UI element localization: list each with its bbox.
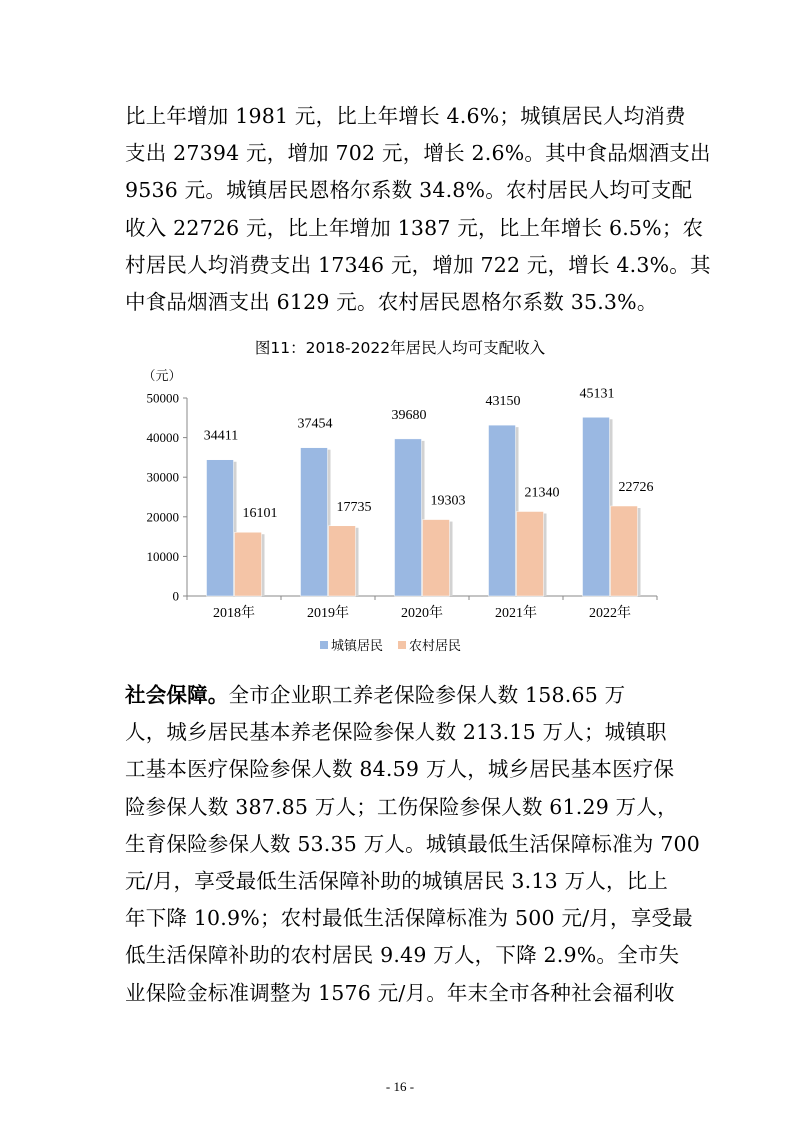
bar-rural [611, 506, 638, 596]
legend-label: 农村居民 [409, 638, 462, 653]
text-line: 生育保险参保人数 53.35 万人。城镇最低生活保障标准为 700 [125, 831, 700, 856]
y-tick-label: 30000 [146, 469, 179, 485]
text-line: 支出 27394 元，增加 702 元，增长 2.6%。其中食品烟酒支出 [125, 141, 711, 166]
x-axis [187, 596, 657, 621]
x-category-label: 2018年 [213, 606, 255, 621]
bar-value-label: 17735 [336, 499, 372, 515]
bar-value-label: 21340 [524, 485, 560, 501]
text-line: 比上年增加 1981 元，比上年增长 4.6%；城镇居民人均消费 [125, 104, 686, 128]
y-tick-label: 50000 [146, 390, 179, 406]
chart-title: 图11：2018-2022年居民人均可支配收入 [254, 339, 546, 357]
text-line: 低生活保障补助的农村居民 9.49 万人，下降 2.9%。全市失 [125, 943, 680, 968]
bar-value-label: 22726 [618, 480, 654, 496]
text-line: 村居民人均消费支出 17346 元，增加 722 元，增长 4.3%。其 [125, 252, 711, 277]
bar-value-label: 39680 [391, 407, 427, 423]
y-tick-label: 40000 [146, 430, 179, 446]
x-category-label: 2022年 [589, 606, 631, 621]
x-category-label: 2019年 [307, 606, 349, 621]
y-tick-label: 20000 [146, 509, 179, 525]
y-tick-label: 10000 [146, 548, 179, 564]
text-line: 业保险金标准调整为 1576 元/月。年末全市各种社会福利收 [125, 980, 675, 1005]
text-line: 9536 元。城镇居民恩格尔系数 34.8%。农村居民人均可支配 [125, 178, 693, 203]
bar-urban [583, 417, 610, 596]
bar-urban [207, 460, 234, 596]
y-unit-label: （元） [142, 368, 182, 383]
bar-value-label: 34411 [203, 428, 239, 444]
bar-value-label: 16101 [242, 506, 278, 522]
bar-urban [395, 439, 422, 596]
bar-value-label: 43150 [485, 394, 521, 410]
text-line: 元/月，享受最低生活保障补助的城镇居民 3.13 万人，比上 [125, 869, 669, 894]
bar-urban [489, 425, 516, 596]
bars [204, 386, 654, 596]
section-lead: 社会保障。 [125, 683, 229, 707]
legend [320, 638, 461, 653]
legend-label: 城镇居民 [331, 638, 384, 653]
x-category-label: 2021年 [495, 606, 537, 621]
y-axis [147, 391, 188, 604]
text-line-rest: 全市企业职工养老保险参保人数 158.65 万 [228, 683, 626, 707]
y-tick-label: 0 [172, 588, 179, 604]
text-line: 年下降 10.9%；农村最低生活保障标准为 500 元/月，享受最 [125, 906, 693, 931]
text-line: 工基本医疗保险参保人数 84.59 万人，城乡居民基本医疗保 [125, 757, 675, 782]
text-line [125, 677, 685, 714]
text-line: 收入 22726 元，比上年增加 1387 元，比上年增长 6.5%；农 [125, 215, 704, 240]
bar-rural [235, 532, 262, 596]
text-line: 中食品烟酒支出 6129 元。农村居民恩格尔系数 35.3%。 [125, 290, 658, 315]
x-category-label: 2020年 [401, 606, 443, 621]
bar-value-label: 19303 [430, 493, 466, 509]
page-number: - 16 - [385, 1079, 415, 1094]
legend-swatch [320, 641, 328, 649]
text-line: 险参保人数 387.85 万人；工伤保险参保人数 61.29 万人， [125, 794, 678, 819]
bar-rural [329, 526, 356, 596]
bar-value-label: 45131 [579, 386, 615, 402]
bar-rural [517, 511, 544, 596]
body-paragraph-social-security [125, 677, 700, 1012]
text-line: 人，城乡居民基本养老保险参保人数 213.15 万人；城镇职 [125, 720, 667, 745]
bar-urban [301, 448, 328, 596]
legend-swatch [398, 641, 406, 649]
bar-value-label: 37454 [297, 416, 333, 432]
bar-rural [423, 520, 450, 596]
